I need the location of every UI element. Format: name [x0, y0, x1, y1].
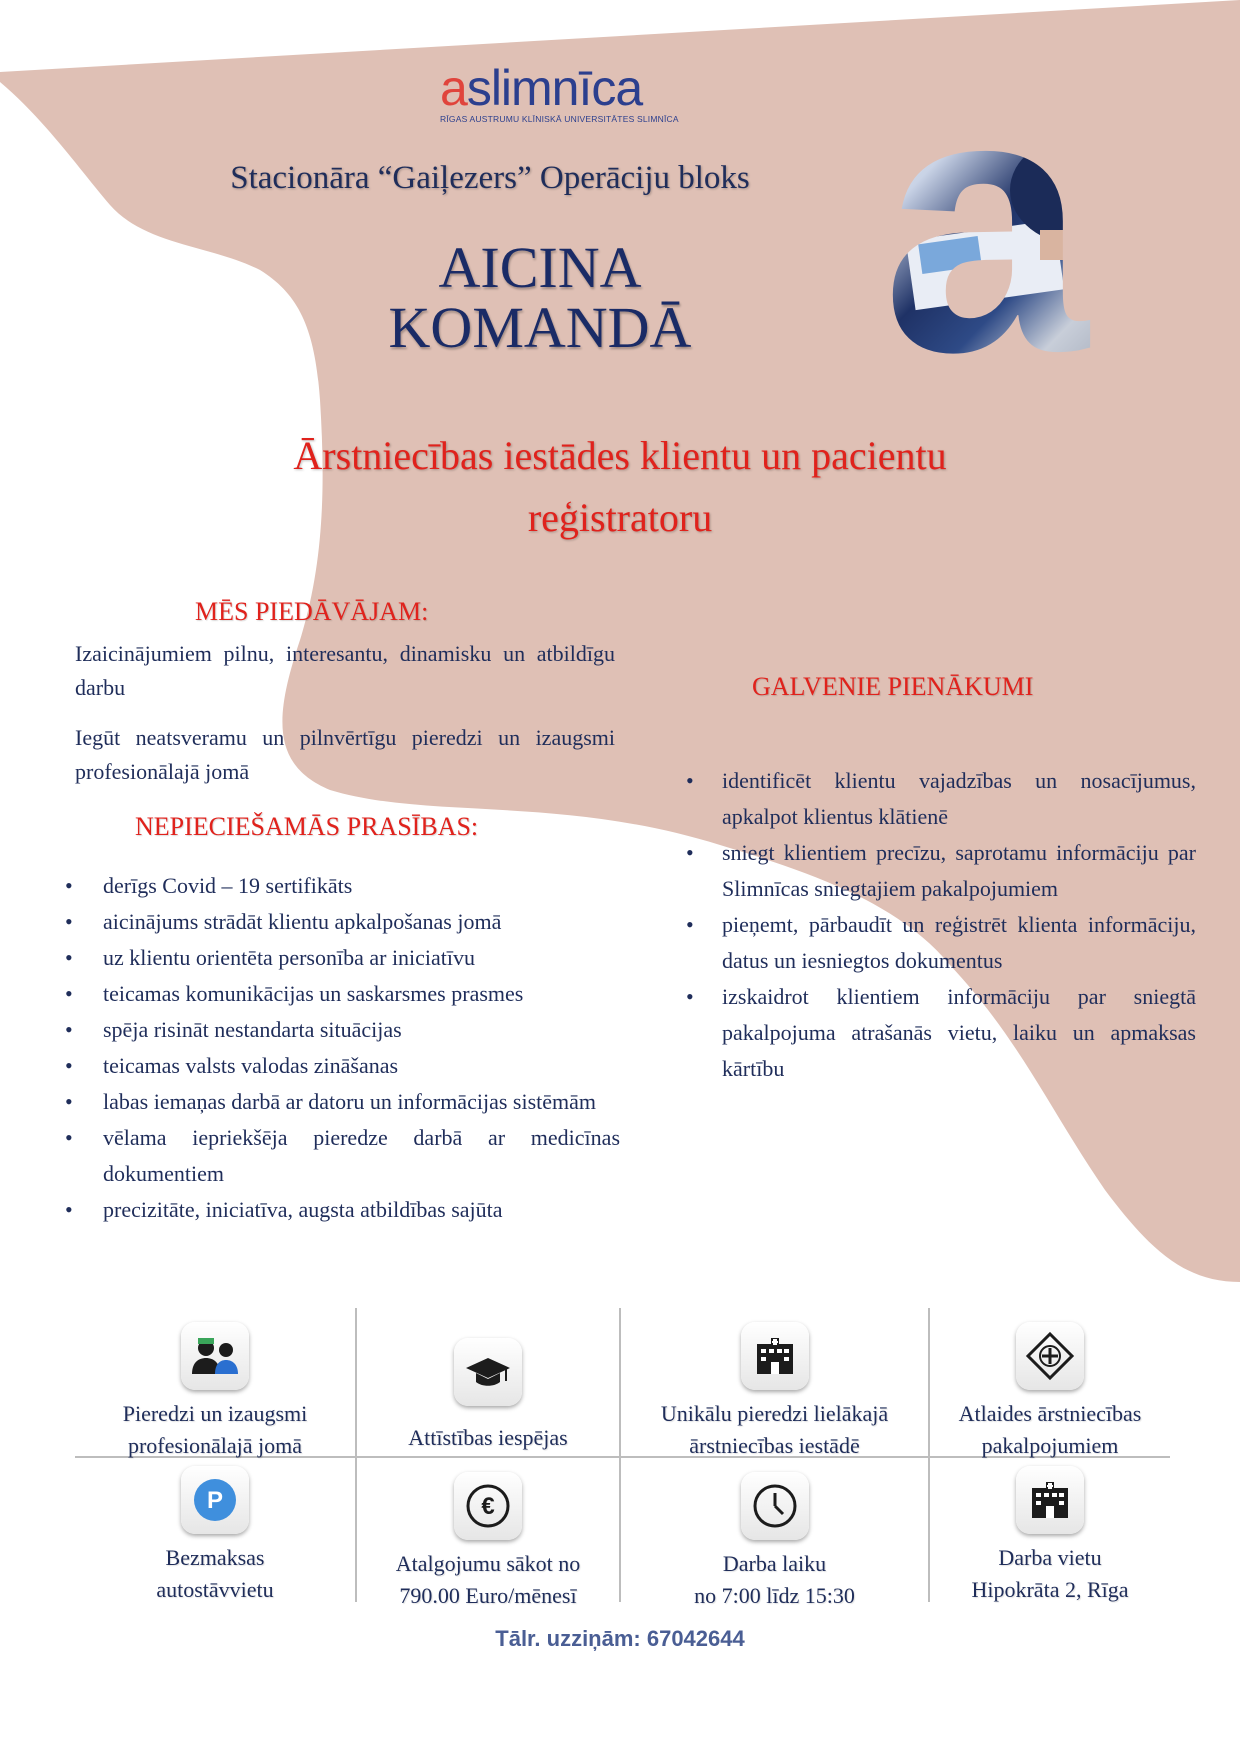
duty-item: • pieņemt, pārbaudīt un reģistrēt klienta informāciju, datus un iesniegtos dokumentus — [686, 907, 1196, 979]
benefit-cell — [357, 1338, 619, 1454]
hospital-logo — [440, 62, 680, 124]
euro-icon — [454, 1472, 522, 1540]
requirement-item: • vēlama iepriekšēja pieredze darbā ar medicīnas dokumentiem — [65, 1120, 620, 1192]
benefit-label: Bezmaksas autostāvvietu — [156, 1545, 274, 1602]
duty-item: • identificēt klientu vajadzības un nosacījumus, apkalpot klientus klātienē — [686, 763, 1196, 835]
contact-phone: Tālr. uzziņām: 67042644 — [495, 1626, 745, 1651]
requirements-heading: NEPIECIEŠAMĀS PRASĪBAS: — [135, 812, 479, 841]
medical-team-icon — [181, 1322, 249, 1390]
benefit-cell — [621, 1322, 928, 1462]
medical-cross-diamond-icon — [1016, 1322, 1084, 1390]
benefit-label: Atlaides ārstniecības pakalpojumiem — [958, 1401, 1142, 1458]
requirement-item: • uz klientu orientēta personība ar iniciatīvu — [65, 940, 620, 976]
benefit-label: Pieredzi un izaugsmi profesionālajā jomā — [122, 1401, 308, 1458]
svg-text:P: P — [206, 1487, 224, 1514]
benefit-label: Atalgojumu sākot no 790.00 Euro/mēnesī — [395, 1551, 581, 1608]
requirement-item: • aicinājums strādāt klientu apkalpošanas jomā — [65, 904, 620, 940]
position-title-line-2: reģistratoru — [527, 495, 713, 540]
benefit-cell — [930, 1466, 1170, 1606]
requirement-item: • labas iemaņas darbā ar datoru un informācijas sistēmām — [65, 1084, 620, 1120]
benefits-grid — [75, 1308, 1170, 1608]
requirement-item: • teicamas valsts valodas zināšanas — [65, 1048, 620, 1084]
hospital-building-icon — [1016, 1466, 1084, 1534]
requirements-list — [65, 868, 620, 1228]
benefit-cell — [75, 1322, 355, 1462]
benefit-cell — [621, 1472, 928, 1612]
svg-text:€: € — [481, 1493, 495, 1520]
headline — [240, 235, 840, 360]
duties-list — [686, 763, 1196, 1087]
department-subtitle: Stacionāra “Gaiļezers” Operāciju bloks — [230, 160, 750, 196]
position-title-line-1: Ārstniecības iestādes klientu un pacientu — [293, 433, 947, 478]
benefit-cell — [930, 1322, 1170, 1462]
duty-item: • sniegt klientiem precīzu, saprotamu informāciju par Slimnīcas sniegtajiem pakalpojumiem — [686, 835, 1196, 907]
graduation-cap-icon — [454, 1338, 522, 1406]
clock-icon — [741, 1472, 809, 1540]
logo-tagline: RĪGAS AUSTRUMU KLĪNISKĀ UNIVERSITĀTES SLIMNĪCA — [440, 114, 679, 124]
offer-item: Izaicinājumiem pilnu, interesantu, dinamisku un atbildīgu darbu — [75, 641, 615, 700]
benefit-label: Unikālu pieredzi lielākajā ārstniecības iestādē — [660, 1401, 889, 1458]
decorative-letter-a-graphic — [890, 60, 1180, 360]
benefit-label: Darba laiku no 7:00 līdz 15:30 — [694, 1551, 855, 1608]
position-title — [120, 425, 1120, 549]
benefit-cell — [75, 1466, 355, 1606]
benefit-label: Darba vietu Hipokrāta 2, Rīga — [971, 1545, 1129, 1602]
requirement-item: • derīgs Covid – 19 sertifikāts — [65, 868, 620, 904]
offer-item: Iegūt neatsveramu un pilnvērtīgu pieredzi un izaugsmi profesionālajā jomā — [75, 725, 615, 784]
requirement-item: • precizitāte, iniciatīva, augsta atbildības sajūta — [65, 1192, 620, 1228]
benefit-cell — [357, 1472, 619, 1612]
benefit-label: Attīstības iespējas — [408, 1425, 568, 1450]
requirement-item: • teicamas komunikācijas un saskarsmes prasmes — [65, 976, 620, 1012]
hospital-building-icon — [741, 1322, 809, 1390]
offer-heading: MĒS PIEDĀVĀJAM: — [195, 597, 429, 626]
parking-icon — [181, 1466, 249, 1534]
duties-heading: GALVENIE PIENĀKUMI — [752, 672, 1034, 701]
headline-line-2: KOMANDĀ — [388, 295, 692, 360]
headline-line-1: AICINA — [438, 235, 642, 300]
duty-item: • izskaidrot klientiem informāciju par sniegtā pakalpojuma atrašanās vietu, laiku un apmaksas kārtību — [686, 979, 1196, 1087]
logo-wordmark: aslimnīca — [440, 60, 643, 116]
requirement-item: • spēja risināt nestandarta situācijas — [65, 1012, 620, 1048]
